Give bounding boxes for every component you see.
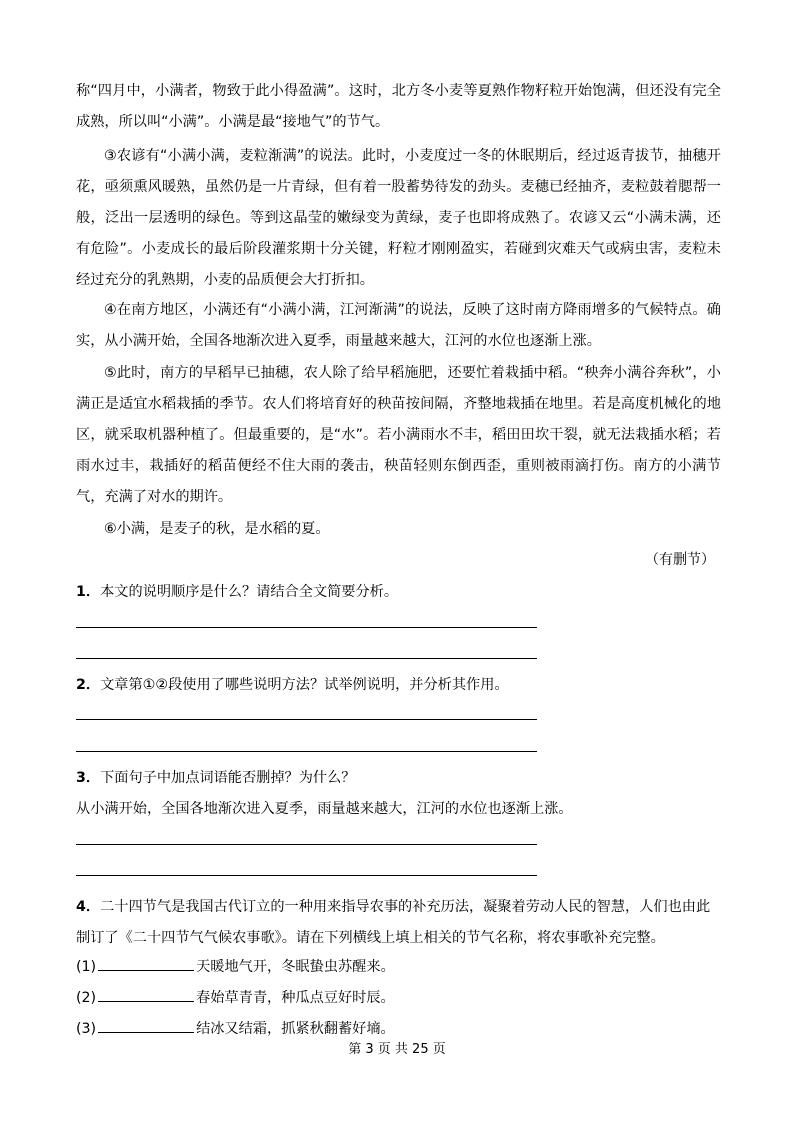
paragraph-2-continued: 称“四月中，小满者，物致于此小得盈满”。这时，北方冬小麦等夏熟作物籽粒开始饱满，但还没有完全成熟，所以叫“小满”。小满是最“接地气”的节气。 [76, 83, 721, 130]
question-number: 3． [76, 770, 101, 786]
question-3-sentence: 从小满开始，全国各地渐次进入夏季，雨量越来越大，江河的水位也逐渐上涨。 [76, 801, 573, 817]
fill-blank[interactable] [98, 987, 194, 1002]
fill-item-1 [76, 955, 395, 979]
answer-line[interactable] [76, 658, 537, 659]
fill-item-text: 春始草青青，种瓜点豆好时辰。 [196, 990, 395, 1006]
answer-line[interactable] [76, 751, 537, 752]
source-note: （有删节） [645, 552, 715, 568]
paragraph-6: ⑥小满，是麦子的秋，是水稻的夏。 [104, 521, 330, 537]
page-footer: 第 3 页 共 25 页 [348, 1042, 446, 1057]
question-number: 2． [76, 677, 101, 693]
question-3 [76, 766, 721, 790]
answer-line[interactable] [76, 875, 537, 876]
question-4 [76, 892, 721, 954]
question-text: 二十四节气是我国古代订立的一种用来指导农事的补充历法，凝聚着劳动人民的智慧，人们也由此制订了《二十四节气气候农事歌》。请在下列横线上填上相关的节气名称，将农事歌补充完整。 [76, 899, 711, 946]
fill-item-3 [76, 1017, 395, 1041]
paragraph-5: ⑤此时，南方的早稻早已抽穗，农人除了给早稻施肥，还要忙着栽插中稻。“秧奔小满谷奔秋”，小满正是适宜水稻栽插的季节。农人们将培育好的秧苗按间隔，齐整地栽插在地里。若是高度机械化的地区，就采取机器种植了。但最重要的，是“水”。若小满雨水不丰，稻田田坎干裂，就无法栽插水稻；若雨水过丰，栽插好的稻苗便经不住大雨的袭击，秧苗轻则东倒西歪，重则被雨滴打伤。南方的小满节气，充满了对水的期许。 [76, 365, 721, 505]
answer-line[interactable] [76, 719, 537, 720]
fill-blank[interactable] [98, 956, 194, 971]
question-1 [76, 580, 721, 604]
paragraph-4: ④在南方地区，小满还有“小满小满，江河渐满”的说法，反映了这时南方降雨增多的气候特点。确实，从小满开始，全国各地渐次进入夏季，雨量越来越大，江河的水位也逐渐上涨。 [76, 302, 721, 349]
fill-item-text: 结冰又结霜，抓紧秋翻蓄好墒。 [196, 1021, 395, 1037]
fill-item-2 [76, 986, 395, 1010]
answer-line[interactable] [76, 844, 537, 845]
fill-item-label: (3) [76, 1021, 97, 1037]
fill-item-label: (2) [76, 990, 97, 1006]
question-text: 本文的说明顺序是什么？请结合全文简要分析。 [100, 584, 399, 600]
question-number: 1． [76, 584, 101, 600]
fill-blank[interactable] [98, 1018, 194, 1033]
question-text: 下面句子中加点词语能否删掉？为什么？ [100, 770, 356, 786]
question-number: 4． [76, 899, 101, 915]
paragraph-3: ③农谚有“小满小满，麦粒渐满”的说法。此时，小麦度过一冬的休眠期后，经过返青拔节，抽穗开花，亟须熏风暖熟，虽然仍是一片青绿，但有着一股蓄势待发的劲头。麦穗已经抽齐，麦粒鼓着腮帮一般，泛出一层透明的绿色。等到这晶莹的嫩绿变为黄绿，麦子也即将成熟了。农谚又云“小满未满，还有危险”。小麦成长的最后阶段灌浆期十分关键，籽粒才刚刚盈实，若碰到灾难天气或病虫害，麦粒未经过充分的乳熟期，小麦的品质便会大打折扣。 [76, 148, 721, 288]
fill-item-label: (1) [76, 959, 97, 975]
fill-item-text: 天暖地气开，冬眠蛰虫苏醒来。 [196, 959, 395, 975]
question-text: 文章第①②段使用了哪些说明方法？试举例说明，并分析其作用。 [100, 677, 509, 693]
answer-line[interactable] [76, 627, 537, 628]
question-2 [76, 673, 721, 697]
